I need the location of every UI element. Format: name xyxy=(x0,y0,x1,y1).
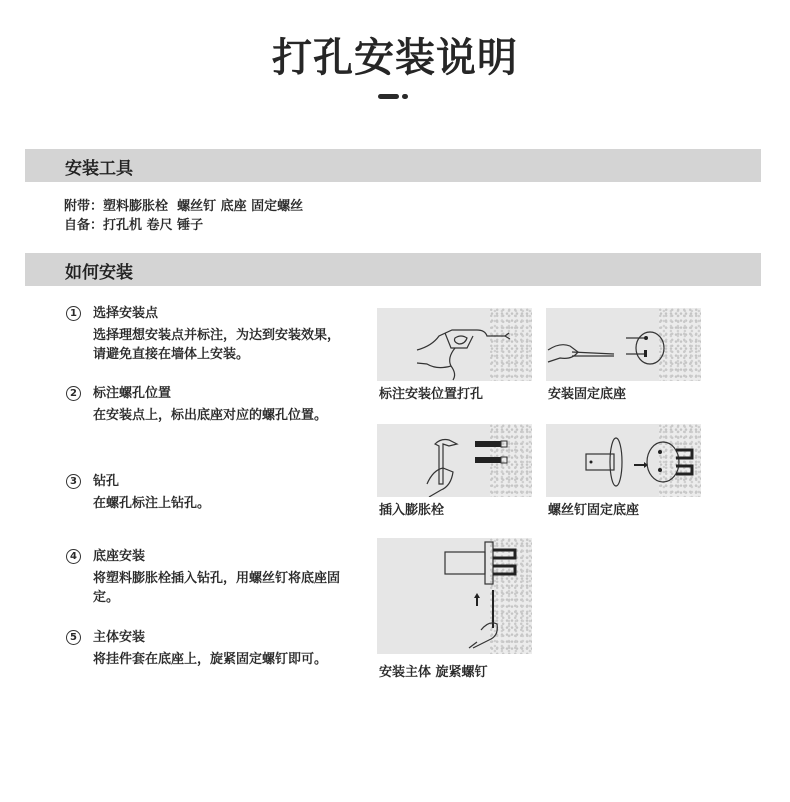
step-desc: 选择理想安装点并标注，为达到安装效果，请避免直接在墙体上安装。 xyxy=(93,328,341,362)
step-title: 主体安装 xyxy=(93,630,146,645)
step-title: 底座安装 xyxy=(93,549,146,564)
step-desc: 将塑料膨胀栓插入钻孔，用螺丝钉将底座固定。 xyxy=(93,571,341,605)
figure-caption: 标注安装位置打孔 xyxy=(379,387,484,402)
screwdriver-base-icon xyxy=(546,308,701,381)
step-number: 3 xyxy=(66,474,81,489)
self-provided-tools: 自备：打孔机 卷尺 锤子 xyxy=(64,218,204,233)
step-number: 1 xyxy=(66,306,81,321)
hammer-anchor-icon xyxy=(377,424,532,497)
section-title-tools: 安装工具 xyxy=(65,159,133,179)
drill-icon xyxy=(377,308,532,381)
divider-dash xyxy=(378,94,399,99)
step-title: 选择安装点 xyxy=(93,306,159,321)
figure-caption: 插入膨胀栓 xyxy=(379,503,445,518)
section-header-tools xyxy=(25,149,761,182)
step-number: 4 xyxy=(66,549,81,564)
included-tools: 附带：塑料膨胀栓 螺丝钉 底座 固定螺丝 xyxy=(64,199,304,214)
screw-base-icon xyxy=(546,424,701,497)
step-title: 标注螺孔位置 xyxy=(93,386,172,401)
divider-dot xyxy=(402,94,408,99)
section-header-howto xyxy=(25,253,761,286)
step-title: 钻孔 xyxy=(93,474,120,489)
step-number: 2 xyxy=(66,386,81,401)
step-desc: 在螺孔标注上钻孔。 xyxy=(93,496,211,511)
figure-screwdriver xyxy=(546,308,701,381)
mount-body-icon xyxy=(377,538,532,654)
step-desc: 将挂件套在底座上，旋紧固定螺钉即可。 xyxy=(93,652,328,667)
figure-drill xyxy=(377,308,532,381)
figure-mount-body xyxy=(377,538,532,654)
figure-caption: 安装主体 旋紧螺钉 xyxy=(379,665,488,680)
figure-hammer xyxy=(377,424,532,497)
section-title-howto: 如何安装 xyxy=(65,263,133,283)
figure-caption: 安装固定底座 xyxy=(548,387,627,402)
title-divider xyxy=(378,94,412,100)
step-desc: 在安装点上，标出底座对应的螺孔位置。 xyxy=(93,408,328,423)
figure-caption: 螺丝钉固定底座 xyxy=(548,503,640,518)
page-title: 打孔安装说明 xyxy=(272,35,518,81)
tools-list xyxy=(64,197,303,235)
figure-screw-base xyxy=(546,424,701,497)
step-number: 5 xyxy=(66,630,81,645)
